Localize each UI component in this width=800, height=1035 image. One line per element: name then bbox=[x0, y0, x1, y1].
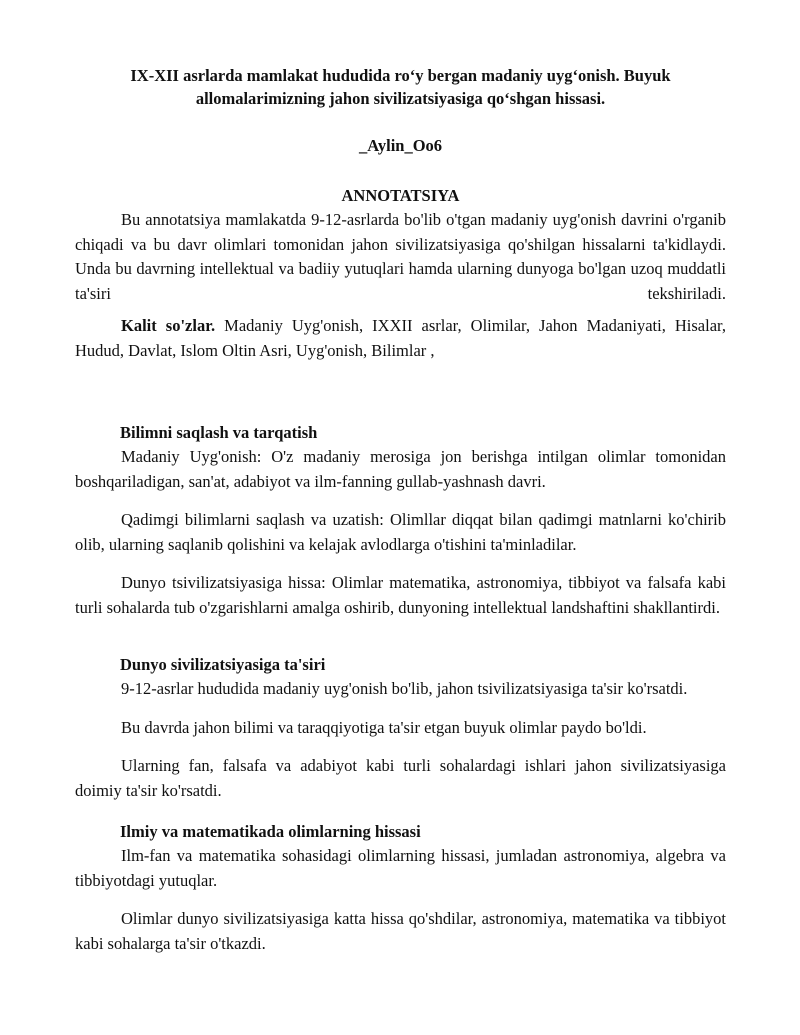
section-3-paragraph-2: Olimlar dunyo sivilizatsiyasiga katta hissa qo'shdilar, astronomiya, matematika va tibbiyot kabi sohalarga ta'sir o'tkazdi. bbox=[75, 909, 726, 953]
document-title bbox=[75, 64, 726, 110]
section-1-paragraph-1: Madaniy Uyg'onish: O'z madaniy merosiga jon berishga intilgan olimlar tomonidan boshqariladigan, san'at, adabiyot va ilm-fanning gullab-yashnash davri. bbox=[75, 447, 726, 491]
author-name: _Aylin_Oo6 bbox=[358, 136, 443, 155]
section-1-paragraph-2: Qadimgi bilimlarni saqlash va uzatish: Olimllar diqqat bilan qadimgi matnlarni ko'chirib olib, ularning saqlanib qolishini va kelajak avlodlarga o'tishini ta'minladilar. bbox=[75, 510, 726, 554]
document-page bbox=[75, 64, 726, 956]
keywords-paragraph bbox=[75, 314, 726, 363]
section-1-paragraph-3: Dunyo tsivilizatsiyasiga hissa: Olimlar matematika, astronomiya, tibbiyot va falsafa kabi turli sohalarda tub o'zgarishlarni amalga oshirib, dunyoning intellektual landshaftini shakllantirdi. bbox=[75, 573, 726, 617]
section-2-paragraph-3: Ularning fan, falsafa va adabiyot kabi turli sohalardagi ishlari jahon sivilizatsiyasiga doimiy ta'sir ko'rsatdi. bbox=[75, 756, 726, 800]
section-heading-science-contribution: Ilmiy va matematikada olimlarning hissasi bbox=[120, 822, 421, 841]
section-heading-world-impact: Dunyo sivilizatsiyasiga ta'siri bbox=[120, 655, 326, 674]
annotation-heading: ANNOTATSIYA bbox=[341, 186, 460, 205]
annotation-text: Bu annotatsiya mamlakatda 9-12-asrlarda bo'lib o'tgan madaniy uyg'onish davrini o'rganib chiqadi va bu davr olimlari tomonidan jahon sivilizatsiyasiga qo'shilgan hissalarni ta'kidlaydi. Unda bu davrning intellektual va badiiy yutuqlari hamda ularning dunyoga bo'lgan uzoq muddatli ta'siri tekshiriladi. bbox=[75, 210, 726, 303]
keywords-text: Madaniy Uyg'onish, IXXII asrlar, Olimilar, Jahon Madaniyati, Hisalar, Hudud, Davlat, Islom Oltin Asri, Uyg'onish, Bilimlar , bbox=[75, 316, 726, 360]
section-heading-knowledge-preservation: Bilimni saqlash va tarqatish bbox=[120, 423, 318, 442]
section-2-paragraph-2: Bu davrda jahon bilimi va taraqqiyotiga ta'sir etgan buyuk olimlar paydo bo'ldi. bbox=[121, 717, 647, 737]
section-3-paragraph-1: Ilm-fan va matematika sohasidagi olimlarning hissasi, jumladan astronomiya, algebra va tibbiyotdagi yutuqlar. bbox=[75, 846, 726, 890]
section-2-paragraph-1: 9-12-asrlar hududida madaniy uyg'onish bo'lib, jahon tsivilizatsiyasiga ta'sir ko'rsatdi. bbox=[121, 679, 688, 698]
title-line-2: allomalarimizning jahon sivilizatsiyasiga qo‘shgan hissasi. bbox=[195, 89, 606, 108]
title-line-1: IX-XII asrlarda mamlakat hududida ro‘y bergan madaniy uyg‘onish. Buyuk bbox=[130, 66, 671, 85]
keywords-label: Kalit so'zlar. bbox=[121, 316, 216, 335]
